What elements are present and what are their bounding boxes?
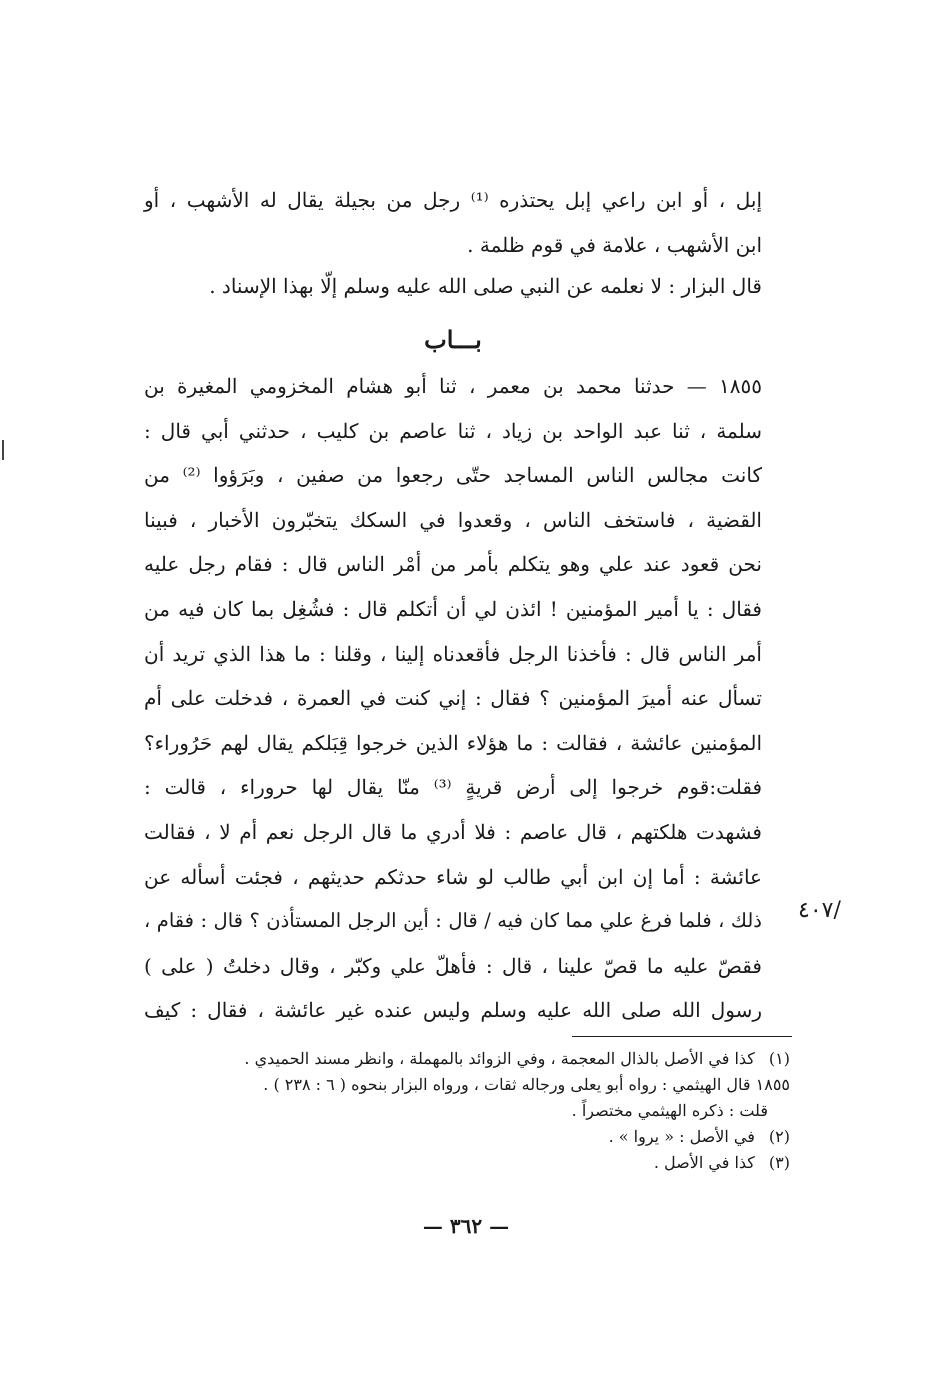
text-line: قال البزار : لا نعلمه عن النبي صلى الله عليه وسلم إلّا بهذا الإسناد . <box>209 274 762 298</box>
text-line: القضية ، فاستخف الناس ، وقعدوا في السكك يتخبّرون الأخبار ، فبينا <box>144 507 762 532</box>
footnote-number: (١) <box>768 1049 790 1068</box>
text-line: ١٨٥٥ — حدثنا محمد بن معمر ، ثنا أبو هشام المخزومي المغيرة بن <box>144 374 762 398</box>
continuation-paragraph <box>144 178 762 267</box>
footnote-text: كذا في الأصل بالذال المعجمة ، وفي الزوائد بالمهملة ، وانظر مسند الحميدي . <box>244 1049 755 1068</box>
footnote <box>144 1098 790 1124</box>
text-line: المؤمنين عائشة ، فقالت : ما هؤلاء الذين خرجوا قِبَلكم يقال لهم حَرُوراء؟ <box>144 730 762 755</box>
footnote-text: في الأصل : « يروا » . <box>608 1127 755 1146</box>
scan-margin-mark <box>2 440 4 460</box>
text-line: نحن قعود عند علي وهو يتكلم بأمر من أمْر الناس قال : فقام رجل عليه <box>144 552 762 577</box>
text-line: رسول الله صلى الله عليه وسلم وليس عنده غير عائشة ، فقال : كيف <box>144 998 762 1023</box>
footnote-number: (٣) <box>768 1153 790 1172</box>
hadith-paragraph <box>144 364 762 1033</box>
footnote-text: كذا في الأصل . <box>653 1153 755 1172</box>
text-line: كانت مجالس الناس المساجد حتّى رجعوا من صفين ، وبَرَؤوا ⁽²⁾ من <box>144 463 762 488</box>
text-line: فقال : يا أمير المؤمنين ! ائذن لي أن أتكلم قال : فشُغِل بما كان فيه من <box>144 596 762 621</box>
text-line: تسأل عنه أميرَ المؤمنين ؟ فقال : إني كنت في العمرة ، فدخلت على أم <box>144 686 762 711</box>
bazzar-remark <box>144 264 762 309</box>
text-line: إبل ، أو ابن راعي إبل يحتذره ⁽¹⁾ رجل من بجيلة يقال له الأشهب ، أو <box>144 188 763 212</box>
footnote-number: ١٨٥٥ <box>755 1075 790 1094</box>
text-line: فقلت:قوم خرجوا إلى أرض قريةٍ ⁽³⁾ منّا يقال لها حروراء ، قالت : <box>144 775 763 800</box>
text-line: فشهدت هلكتهم ، قال عاصم : فلا أدري ما قال الرجل نعم أم لا ، فقالت <box>144 819 762 844</box>
page-number: — ٣٦٢ — <box>422 1214 510 1238</box>
footnote-text: قال الهيثمي : رواه أبو يعلى ورجاله ثقات ، ورواه البزار بنحوه ( ٦ : ٢٣٨ ) . <box>263 1075 751 1094</box>
text-line: أمر الناس قال : فأخذنا الرجل فأقعدناه إلينا ، وقلنا : ما هذا الذي تريد أن <box>144 641 762 666</box>
footnote-text: قلت : ذكره الهيثمي مختصراً . <box>571 1101 768 1120</box>
margin-page-reference: /٤٠٧ <box>798 898 841 923</box>
text-line: ابن الأشهب ، علامة في قوم ظلمة . <box>467 232 762 257</box>
section-heading: بـــاب <box>424 325 482 354</box>
text-line: سلمة ، ثنا عبد الواحد بن زياد ، ثنا عاصم بن كليب ، حدثني أبي قال : <box>144 418 762 443</box>
text-line: فقصّ عليه ما قصّ علينا ، قال : فأهلّ علي وكبّر ، وقال دخلتُ ( على ) <box>144 953 762 978</box>
footnote <box>144 1124 790 1150</box>
footnote <box>144 1150 790 1176</box>
text-line: ذلك ، فلما فرغ علي مما كان فيه / قال : أين الرجل المستأذن ؟ قال : فقام ، <box>144 909 762 933</box>
footnotes <box>144 1046 790 1176</box>
footnote-number: (٢) <box>768 1127 790 1146</box>
footnote-divider <box>572 1036 792 1037</box>
footnote <box>144 1046 790 1072</box>
text-line: عائشة : أما إن ابن أبي طالب لو شاء حدثكم حديثهم ، فجئت أسأله عن <box>144 864 762 889</box>
footnote <box>144 1072 790 1098</box>
